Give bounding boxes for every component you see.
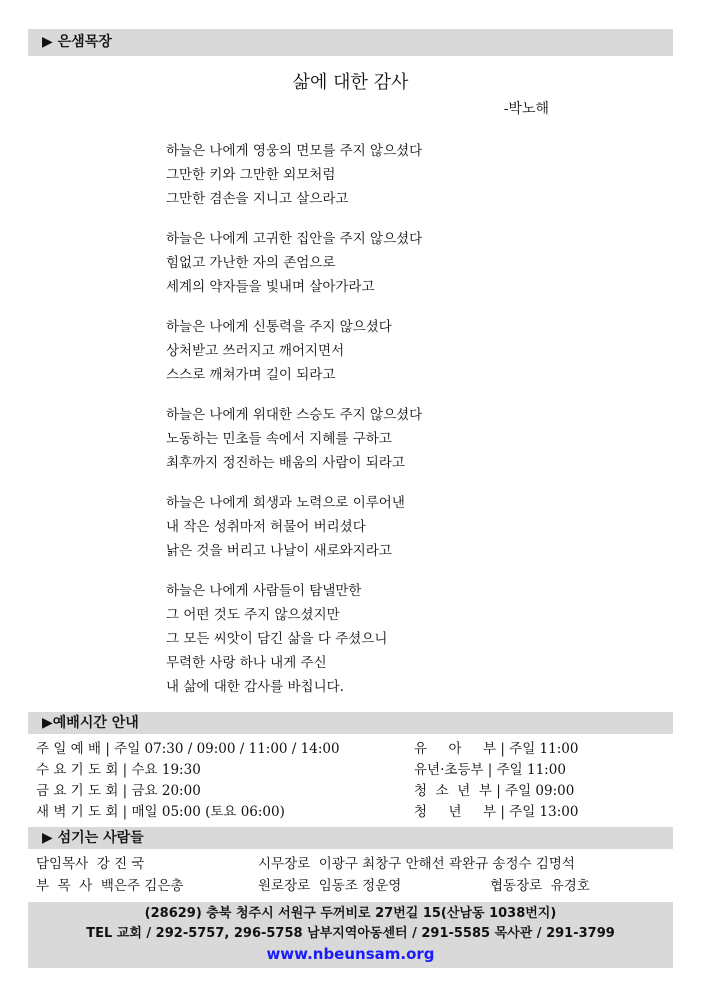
poem-line: 하늘은 나에게 위대한 스승도 주지 않으셨다 xyxy=(166,407,423,423)
section-header-staff xyxy=(28,827,673,849)
poem-title: 삶에 대한 감사 xyxy=(292,72,409,93)
staff-senior-pastor: 담임목사 강 진 국 xyxy=(36,856,145,872)
poem-line: 하늘은 나에게 신통력을 주지 않으셨다 xyxy=(166,319,392,335)
section-title: ▶예배시간 안내 xyxy=(42,715,139,731)
schedule-row: 유년·초등부 | 주일 11:00 xyxy=(414,762,566,778)
staff-associate-pastors: 부 목 사 백은주 김은총 xyxy=(36,878,184,894)
poem-line: 하늘은 나에게 영웅의 면모를 주지 않으셨다 xyxy=(166,143,423,159)
footer-address: (28629) 충북 청주시 서원구 두꺼비로 27번길 15(산남동 1038번지) xyxy=(144,906,557,921)
poem-stanza xyxy=(166,139,422,211)
section-header-eunsaem xyxy=(28,29,673,56)
poem-line: 그 모든 씨앗이 담긴 삶을 다 주셨으니 xyxy=(166,631,388,647)
schedule-row: 청 소 년 부 | 주일 09:00 xyxy=(414,783,575,799)
footer-website-link[interactable]: www.nbeunsam.org xyxy=(266,945,435,963)
poem-line: 내 삶에 대한 감사를 바칩니다. xyxy=(166,679,344,695)
staff-cooperating-elders: 협동장로 유경호 xyxy=(490,878,590,894)
poem-line: 최후까지 정진하는 배움의 사람이 되라고 xyxy=(166,455,405,471)
section-header-worship xyxy=(28,712,673,734)
schedule-row: 새 벽 기 도 회 | 매일 05:00 (토요 06:00) xyxy=(36,804,285,820)
staff-elders: 시무장로 이광구 최창구 안해선 곽완규 송정수 김명석 xyxy=(258,856,575,872)
poem-line: 스스로 깨쳐가며 길이 되라고 xyxy=(166,367,336,383)
schedule-row: 주 일 예 배 | 주일 07:30 / 09:00 / 11:00 / 14:00 xyxy=(36,741,340,757)
staff-emeritus-elders: 원로장로 임동조 정운영 xyxy=(258,878,402,894)
poem-line: 상처받고 쓰러지고 깨어지면서 xyxy=(166,343,345,359)
footer-tel: TEL 교회 / 292-5757, 296-5758 남부지역아동센터 / 291-5585 목사관 / 291-3799 xyxy=(86,926,615,941)
schedule-row: 유 아 부 | 주일 11:00 xyxy=(414,741,579,757)
poem-line: 그만한 키와 그만한 외모처럼 xyxy=(166,167,336,183)
poem-line: 무력한 사랑 하나 내게 주신 xyxy=(166,655,327,671)
schedule-left xyxy=(36,739,340,823)
poem-line: 그만한 겸손을 지니고 살으라고 xyxy=(166,191,349,207)
poem-stanza xyxy=(166,579,422,699)
poem-stanza xyxy=(166,227,422,299)
section-title: ▶ 은샘목장 xyxy=(42,34,112,50)
poem-line: 하늘은 나에게 고귀한 집안을 주지 않으셨다 xyxy=(166,231,423,247)
poem-line: 내 작은 성취마저 허물어 버리셨다 xyxy=(166,519,366,535)
schedule-row: 수 요 기 도 회 | 수요 19:30 xyxy=(36,762,201,778)
schedule-row: 금 요 기 도 회 | 금요 20:00 xyxy=(36,783,201,799)
poem-stanza xyxy=(166,403,422,475)
poem-line: 세계의 약자들을 빛내며 살아가라고 xyxy=(166,279,375,295)
poem-author: -박노해 xyxy=(503,101,549,117)
poem-line: 노동하는 민초들 속에서 지혜를 구하고 xyxy=(166,431,392,447)
footer-contact xyxy=(28,902,673,968)
poem-line: 낡은 것을 버리고 나날이 새로와지라고 xyxy=(166,543,392,559)
poem-line: 그 어떤 것도 주지 않으셨지만 xyxy=(166,607,340,623)
poem-stanza xyxy=(166,491,422,563)
schedule-right xyxy=(414,739,578,823)
poem-line: 힘없고 가난한 자의 존엄으로 xyxy=(166,255,336,271)
poem-line: 하늘은 나에게 희생과 노력으로 이루어낸 xyxy=(166,495,405,511)
schedule-row: 청 년 부 | 주일 13:00 xyxy=(414,804,579,820)
poem-body xyxy=(166,139,422,715)
section-title: ▶ 섬기는 사람들 xyxy=(42,830,144,846)
poem-stanza xyxy=(166,315,422,387)
poem-line: 하늘은 나에게 사람들이 탐낼만한 xyxy=(166,583,362,599)
